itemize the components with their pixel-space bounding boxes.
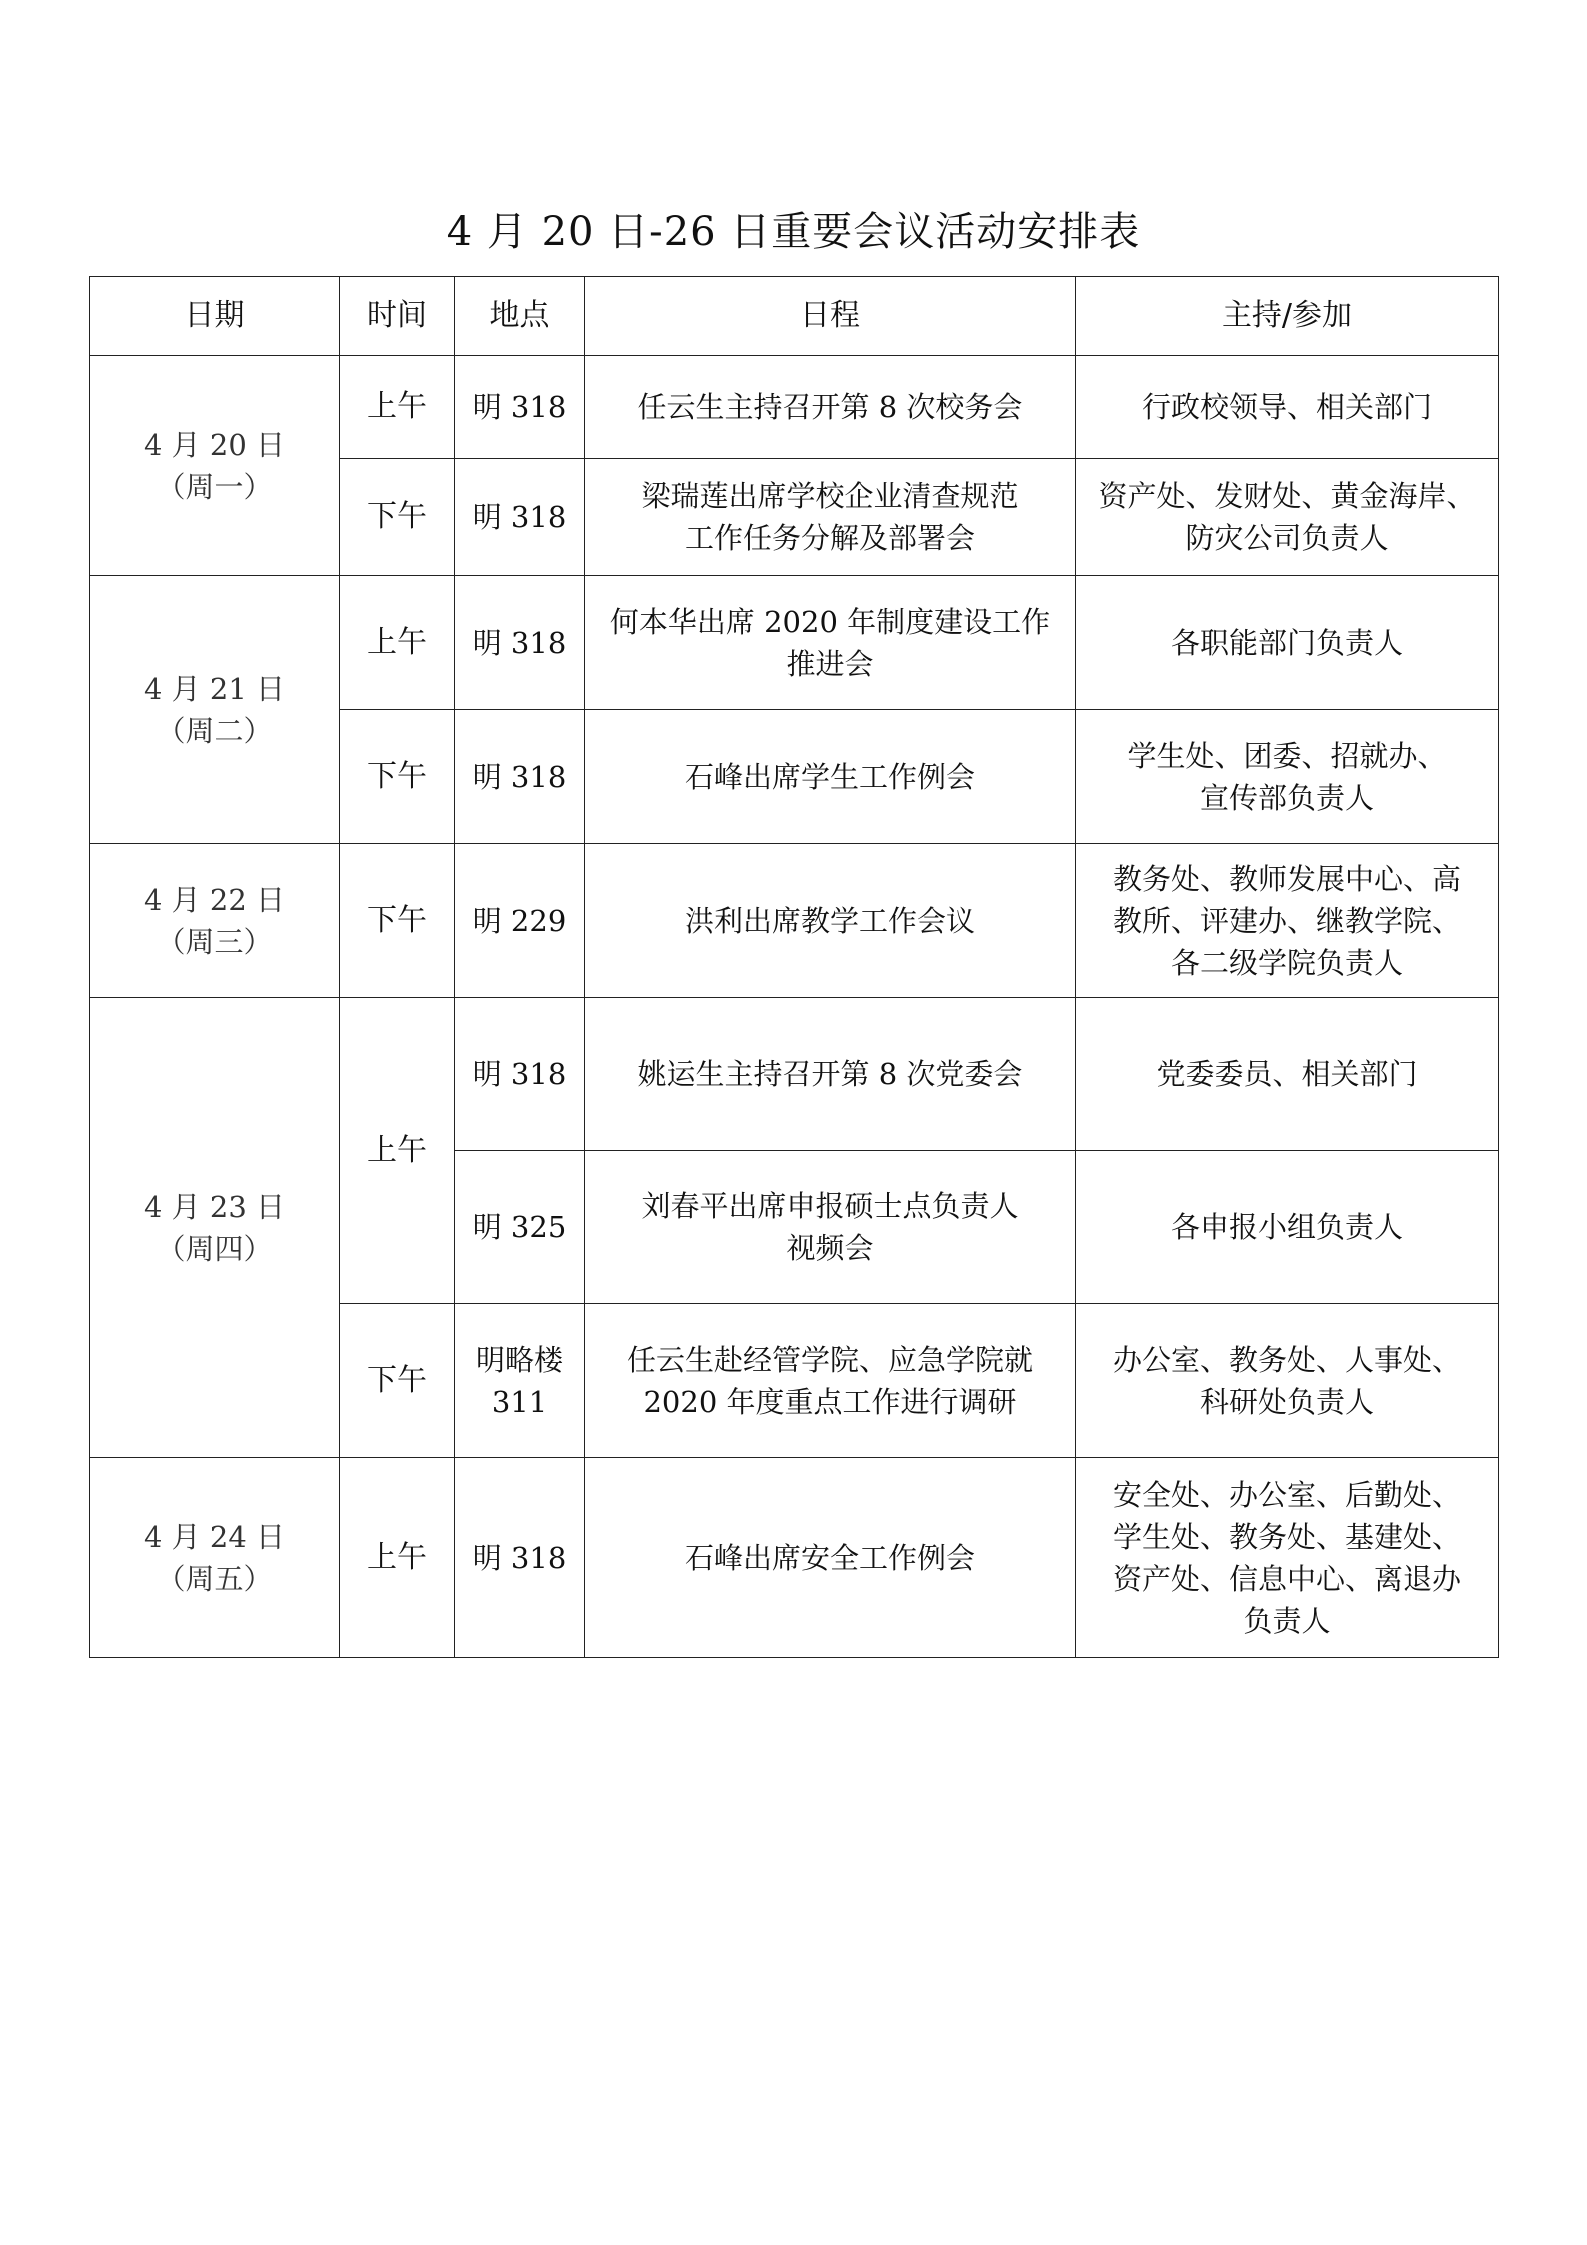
host-text: 各职能部门负责人: [1170, 625, 1403, 660]
agenda-text: 任云生主持召开第 8 次校务会: [637, 390, 1023, 424]
place-cell: [455, 1458, 585, 1658]
agenda-text: 石峰出席学生工作例会: [684, 759, 975, 794]
place-text: 明 318: [472, 1057, 567, 1091]
host-text: 各申报小组负责人: [1170, 1210, 1403, 1244]
host-cell: [1076, 844, 1499, 998]
date-label: 4 月 21 日: [143, 671, 285, 706]
agenda-text: 推进会: [786, 646, 874, 681]
table-row: [90, 844, 1499, 998]
weekday-label: （周一）: [156, 469, 273, 504]
place-text: 明 318: [472, 759, 567, 794]
time-cell: 下午: [340, 844, 455, 998]
time-cell: 上午: [340, 998, 455, 1304]
agenda-text: 石峰出席安全工作例会: [684, 1540, 975, 1575]
agenda-text: 视频会: [786, 1231, 874, 1265]
header-place: 地点: [455, 277, 585, 356]
host-text: 安全处、办公室、后勤处、: [1112, 1477, 1461, 1512]
host-text: 教所、评建办、继教学院、: [1112, 903, 1461, 938]
agenda-text: 姚运生主持召开第 8 次党委会: [637, 1057, 1023, 1091]
time-cell: 下午: [340, 1304, 455, 1458]
agenda-text: 刘春平出席申报硕士点负责人: [641, 1189, 1019, 1223]
header-time: 时间: [340, 277, 455, 356]
host-cell: [1076, 1458, 1499, 1658]
place-text: 明 318: [472, 1540, 567, 1575]
date-label: 4 月 23 日: [143, 1189, 285, 1224]
date-cell: [90, 1458, 340, 1658]
host-cell: [1076, 356, 1499, 459]
time-cell: 上午: [340, 1458, 455, 1658]
place-text: 明 318: [472, 500, 567, 534]
agenda-cell: [585, 1304, 1076, 1458]
date-cell: [90, 844, 340, 998]
agenda-text: 洪利出席教学工作会议: [684, 903, 975, 938]
agenda-cell: [585, 998, 1076, 1151]
place-cell: [455, 459, 585, 576]
schedule-table: [89, 276, 1499, 1658]
date-label: 4 月 22 日: [143, 882, 285, 917]
place-text: 明 318: [472, 625, 567, 660]
time-cell: 上午: [340, 356, 455, 459]
host-cell: [1076, 459, 1499, 576]
agenda-text: 2020 年度重点工作进行调研: [643, 1384, 1017, 1419]
host-text: 学生处、团委、招就办、: [1127, 738, 1447, 773]
agenda-cell: [585, 459, 1076, 576]
weekday-label: （周四）: [156, 1231, 273, 1266]
agenda-text: 何本华出席 2020 年制度建设工作: [609, 604, 1051, 639]
table-row: [90, 356, 1499, 459]
header-host: 主持/参加: [1076, 277, 1499, 356]
agenda-cell: [585, 710, 1076, 844]
place-cell: [455, 356, 585, 459]
agenda-cell: [585, 1458, 1076, 1658]
header-date: 日期: [90, 277, 340, 356]
place-text: 明 229: [472, 903, 567, 938]
date-label: 4 月 24 日: [143, 1519, 285, 1554]
place-cell: [455, 576, 585, 710]
place-text: 明 318: [472, 390, 567, 424]
host-cell: [1076, 710, 1499, 844]
place-cell: [455, 998, 585, 1151]
host-text: 负责人: [1243, 1603, 1331, 1638]
weekday-label: （周三）: [156, 924, 273, 959]
date-cell: [90, 576, 340, 844]
host-text: 资产处、发财处、黄金海岸、: [1098, 479, 1476, 513]
host-text: 行政校领导、相关部门: [1141, 390, 1432, 424]
agenda-cell: [585, 844, 1076, 998]
table-row: [90, 998, 1499, 1151]
place-cell: [455, 1151, 585, 1304]
header-agenda: 日程: [585, 277, 1076, 356]
date-cell: [90, 998, 340, 1458]
host-text: 党委委员、相关部门: [1156, 1057, 1418, 1091]
header-row: [90, 277, 1499, 356]
place-text: 311: [491, 1384, 548, 1419]
host-text: 学生处、教务处、基建处、: [1112, 1519, 1461, 1554]
table-row: [90, 1458, 1499, 1658]
weekday-label: （周五）: [156, 1561, 273, 1596]
table-row: [90, 576, 1499, 710]
agenda-cell: [585, 356, 1076, 459]
date-label: 4 月 20 日: [143, 427, 285, 462]
agenda-cell: [585, 576, 1076, 710]
host-text: 资产处、信息中心、离退办: [1112, 1561, 1461, 1596]
host-cell: [1076, 1151, 1499, 1304]
host-text: 防灾公司负责人: [1185, 521, 1389, 555]
host-text: 科研处负责人: [1199, 1384, 1374, 1419]
agenda-text: 任云生赴经管学院、应急学院就: [626, 1342, 1033, 1377]
time-cell: 下午: [340, 459, 455, 576]
agenda-text: 工作任务分解及部署会: [684, 521, 975, 555]
weekday-label: （周二）: [156, 713, 273, 748]
host-text: 办公室、教务处、人事处、: [1112, 1342, 1461, 1377]
time-cell: 上午: [340, 576, 455, 710]
time-cell: 下午: [340, 710, 455, 844]
place-cell: [455, 1304, 585, 1458]
place-text: 明 325: [472, 1210, 567, 1244]
host-cell: [1076, 998, 1499, 1151]
host-text: 教务处、教师发展中心、高: [1112, 861, 1461, 896]
agenda-cell: [585, 1151, 1076, 1304]
place-cell: [455, 844, 585, 998]
page-title: 4 月 20 日-26 日重要会议活动安排表: [446, 209, 1141, 255]
agenda-text: 梁瑞莲出席学校企业清查规范: [641, 479, 1019, 513]
host-cell: [1076, 576, 1499, 710]
place-text: 明略楼: [475, 1342, 563, 1377]
date-cell: [90, 356, 340, 576]
host-text: 宣传部负责人: [1199, 780, 1374, 815]
host-text: 各二级学院负责人: [1170, 945, 1403, 980]
host-cell: [1076, 1304, 1499, 1458]
place-cell: [455, 710, 585, 844]
